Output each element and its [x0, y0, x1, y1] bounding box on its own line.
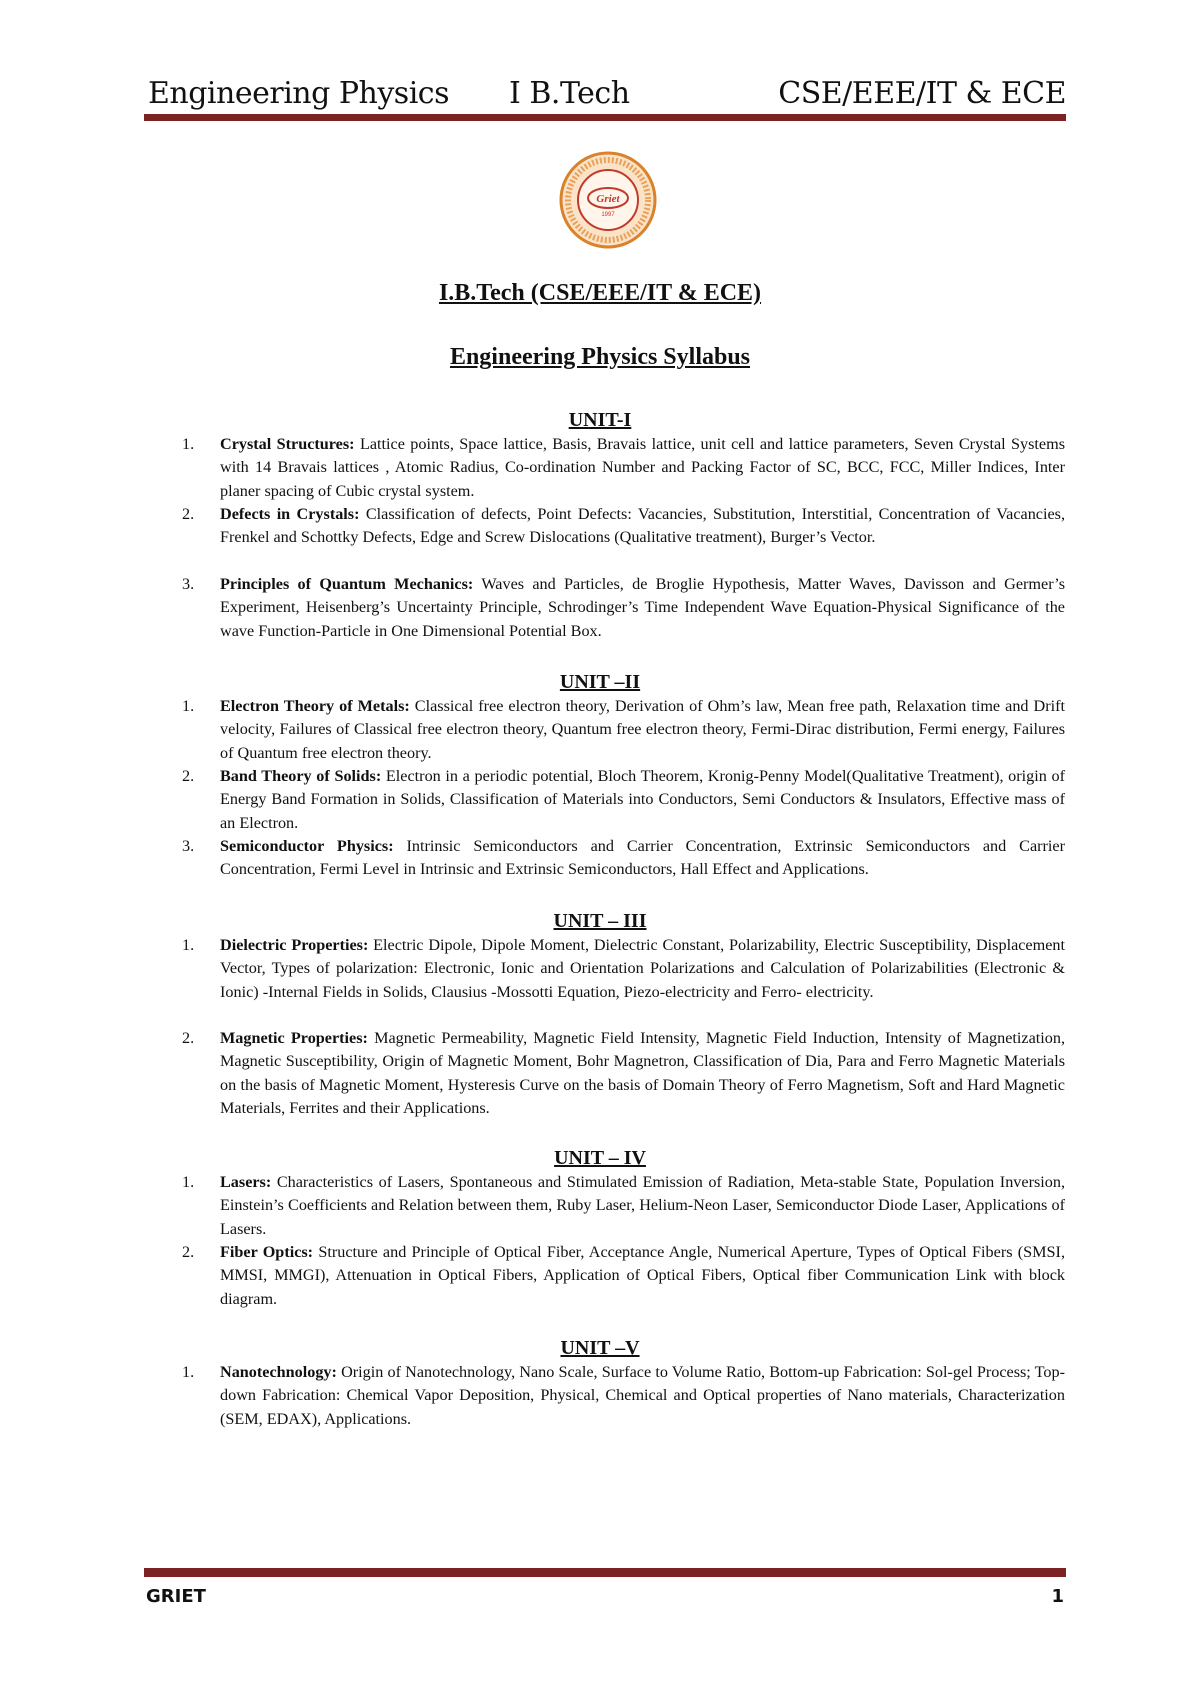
- header-branches: CSE/EEE/IT & ECE: [778, 76, 1066, 111]
- item-term: Semiconductor Physics:: [220, 837, 394, 855]
- item-term: Electron Theory of Metals:: [220, 697, 410, 715]
- item-number: 1.: [182, 435, 195, 453]
- list-item: [182, 835, 1065, 882]
- list-item: [182, 765, 1065, 835]
- list-item: [182, 1027, 1065, 1120]
- page-header: [144, 74, 1066, 118]
- item-term: Defects in Crystals:: [220, 505, 360, 523]
- item-text: Classification of defects, Point Defects: Vacancies, Substitution, Interstitial, Concentration of Vacancies, Frenkel and Schottky Defects, Edge and Screw Dislocations (Qualitative treatment), Burger’s Vector.: [220, 505, 1065, 547]
- item-number: 3.: [182, 575, 195, 593]
- footer-institution: GRIET: [146, 1586, 206, 1607]
- program-title: I.B.Tech (CSE/EEE/IT & ECE): [438, 280, 762, 306]
- item-number: 2.: [182, 505, 195, 523]
- list-item: [182, 573, 1065, 643]
- list-item: [182, 1361, 1065, 1431]
- unit-4-heading: UNIT – IV: [554, 1147, 646, 1169]
- item-text: Electron in a periodic potential, Bloch Theorem, Kronig-Penny Model(Qualitative Treatment), origin of Energy Band Formation in Solids, Classification of Materials into Conductors, Semi Conductors & Insulators, Effective mass of an Electron.: [220, 767, 1065, 832]
- unit-1-heading: UNIT-I: [568, 409, 632, 431]
- list-item: [182, 1241, 1065, 1311]
- item-number: 2.: [182, 1029, 195, 1047]
- list-item: [182, 1171, 1065, 1241]
- unit-5-heading: UNIT –V: [560, 1337, 640, 1359]
- item-number: 1.: [182, 1363, 195, 1381]
- list-item: [182, 695, 1065, 765]
- header-rule: [144, 114, 1066, 121]
- footer-rule: [144, 1568, 1066, 1577]
- item-term: Magnetic Properties:: [220, 1029, 368, 1047]
- item-number: 1.: [182, 697, 195, 715]
- item-number: 3.: [182, 837, 195, 855]
- item-term: Nanotechnology:: [220, 1363, 337, 1381]
- item-term: Principles of Quantum Mechanics:: [220, 575, 474, 593]
- item-number: 1.: [182, 936, 195, 954]
- item-text: Electric Dipole, Dipole Moment, Dielectric Constant, Polarizability, Electric Susceptibility, Displacement Vector, Types of polarization: Electronic, Ionic and Orientation Polarizations and Calculation of Polarizabilities (Electronic & Ionic) -Internal Fields in Solids, Clausius -Mossotti Equation, Piezo-electricity and Ferro- electricity.: [220, 936, 1065, 1001]
- header-year: I B.Tech: [509, 76, 630, 111]
- item-text: Characteristics of Lasers, Spontaneous and Stimulated Emission of Radiation, Meta-stable State, Population Inversion, Einstein’s Coefficients and Relation between them, Ruby Laser, Helium-Neon Laser, Semiconductor Diode Laser, Applications of Lasers.: [220, 1173, 1065, 1238]
- item-number: 2.: [182, 767, 195, 785]
- unit-3-heading: UNIT – III: [553, 910, 647, 932]
- item-term: Lasers:: [220, 1173, 272, 1191]
- item-text: Intrinsic Semiconductors and Carrier Concentration, Extrinsic Semiconductors and Carrier Concentration, Fermi Level in Intrinsic and Extrinsic Semiconductors, Hall Effect and Applications.: [220, 837, 1065, 879]
- page-number: 1: [1051, 1586, 1064, 1607]
- item-term: Fiber Optics:: [220, 1243, 314, 1261]
- logo-year: 1997: [601, 212, 615, 218]
- griet-logo: [558, 150, 658, 250]
- item-text: Waves and Particles, de Broglie Hypothesis, Matter Waves, Davisson and Germer’s Experiment, Heisenberg’s Uncertainty Principle, Schrodinger’s Time Independent Wave Equation-Physical Significance of the wave Function-Particle in One Dimensional Potential Box.: [220, 575, 1066, 640]
- item-text: Structure and Principle of Optical Fiber, Acceptance Angle, Numerical Aperture, Types of Optical Fibers (SMSI, MMSI, MMGI), Attenuation in Optical Fibers, Application of Optical Fibers, Optical fiber Communication Link with block diagram.: [220, 1243, 1065, 1308]
- item-term: Band Theory of Solids:: [220, 767, 382, 785]
- item-text: Origin of Nanotechnology, Nano Scale, Surface to Volume Ratio, Bottom-up Fabrication: Sol-gel Process; Top-down Fabrication: Chemical Vapor Deposition, Physical, Chemical and Optical properties of Nano materials, Characterization (SEM, EDAX), Applications.: [220, 1363, 1065, 1428]
- unit-2-heading: UNIT –II: [559, 671, 641, 693]
- item-term: Dielectric Properties:: [220, 936, 369, 954]
- item-text: Magnetic Permeability, Magnetic Field Intensity, Magnetic Field Induction, Intensity of Magnetization, Magnetic Susceptibility, Origin of Magnetic Moment, Bohr Magnetron, Classification of Dia, Para and Ferro Magnetic Materials on the basis of Magnetic Moment, Hysteresis Curve on the basis of Domain Theory of Ferro Magnetism, Soft and Hard Magnetic Materials, Ferrites and their Applications.: [220, 1029, 1065, 1117]
- syllabus-title: Engineering Physics Syllabus: [449, 344, 751, 370]
- item-text: Classical free electron theory, Derivation of Ohm’s law, Mean free path, Relaxation time and Drift velocity, Failures of Classical free electron theory, Quantum free electron theory, Fermi-Dirac distribution, Fermi energy, Failures of Quantum free electron theory.: [220, 697, 1065, 762]
- list-item: [182, 503, 1065, 550]
- item-text: Lattice points, Space lattice, Basis, Bravais lattice, unit cell and lattice parameters, Seven Crystal Systems with 14 Bravais lattices , Atomic Radius, Co-ordination Number and Packing Factor of SC, BCC, FCC, Miller Indices, Inter planer spacing of Cubic crystal system.: [220, 435, 1065, 500]
- item-number: 1.: [182, 1173, 195, 1191]
- item-number: 2.: [182, 1243, 195, 1261]
- list-item: [182, 934, 1065, 1004]
- list-item: [182, 433, 1065, 503]
- header-course: Engineering Physics: [148, 76, 449, 111]
- item-term: Crystal Structures:: [220, 435, 355, 453]
- logo-text: Griet: [596, 193, 620, 205]
